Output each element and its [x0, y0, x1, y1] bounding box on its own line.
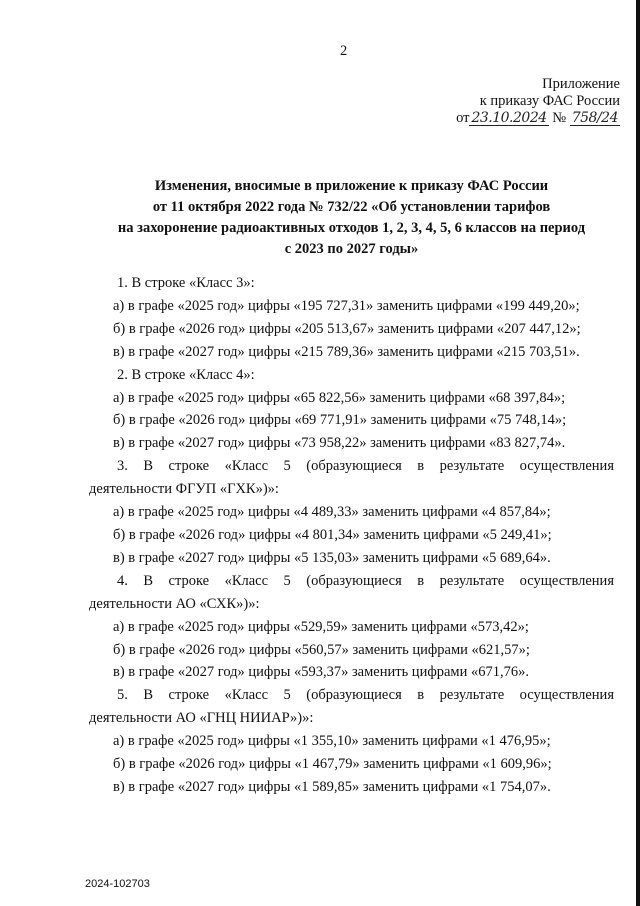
section-heading: 5. В строке «Класс 5 (образующиеся в результате осуществления	[117, 687, 614, 704]
annex-date-line	[420, 110, 620, 127]
amendment-item: а) в графе «2025 год» цифры «1 355,10» заменить цифрами «1 476,95»;	[113, 733, 551, 750]
section-heading: 2. В строке «Класс 4»:	[117, 366, 255, 383]
amendment-item: б) в графе «2026 год» цифры «4 801,34» заменить цифрами «5 249,41»;	[113, 526, 552, 543]
title-line: на захоронение радиоактивных отходов 1, 2, 3, 4, 5, 6 классов на период	[117, 220, 586, 236]
annex-order-ref: к приказу ФАС России	[479, 93, 620, 109]
title-line: с 2023 по 2027 годы»	[284, 241, 419, 257]
annex-label: Приложение	[542, 76, 620, 92]
section-heading: 3. В строке «Класс 5 (образующиеся в результате осуществления	[117, 458, 614, 475]
amendment-item: в) в графе «2027 год» цифры «73 958,22» заменить цифрами «83 827,74».	[113, 435, 566, 452]
document-title	[89, 176, 614, 260]
page-number: 2	[340, 43, 348, 59]
amendment-item: б) в графе «2026 год» цифры «560,57» заменить цифрами «621,57»;	[113, 641, 530, 658]
amendment-item: в) в графе «2027 год» цифры «215 789,36» заменить цифрами «215 703,51».	[113, 343, 580, 360]
section-organization: деятельности АО «ГНЦ НИИАР»)»:	[89, 710, 314, 727]
amendment-item: а) в графе «2025 год» цифры «195 727,31» заменить цифрами «199 449,20»;	[113, 297, 580, 314]
handwritten-date: 23.10.2024	[471, 110, 547, 126]
amendment-item: б) в графе «2026 год» цифры «69 771,91» заменить цифрами «75 748,14»;	[113, 412, 567, 429]
annex-header	[420, 76, 620, 127]
amendment-item: в) в графе «2027 год» цифры «593,37» заменить цифрами «671,76».	[113, 664, 529, 681]
footer-code: 2024-102703	[85, 878, 150, 890]
amendment-item: б) в графе «2026 год» цифры «1 467,79» заменить цифрами «1 609,96»;	[113, 756, 552, 773]
scan-border	[636, 0, 640, 906]
from-label: от	[456, 110, 470, 126]
amendment-item: в) в графе «2027 год» цифры «5 135,03» заменить цифрами «5 689,64».	[113, 549, 551, 566]
title-line: от 11 октября 2022 года № 732/22 «Об установлении тарифов	[152, 199, 551, 215]
amendment-item: в) в графе «2027 год» цифры «1 589,85» заменить цифрами «1 754,07».	[113, 778, 551, 795]
amendment-item: б) в графе «2026 год» цифры «205 513,67» заменить цифрами «207 447,12»;	[113, 320, 581, 337]
section-heading: 4. В строке «Класс 5 (образующиеся в результате осуществления	[117, 572, 614, 589]
amendment-item: а) в графе «2025 год» цифры «4 489,33» заменить цифрами «4 857,84»;	[113, 504, 551, 521]
handwritten-number: 758/24	[571, 110, 618, 126]
section-organization: деятельности АО «СХК»)»:	[89, 595, 260, 612]
section-heading: 1. В строке «Класс 3»:	[117, 275, 255, 291]
section-organization: деятельности ФГУП «ГХК»)»:	[89, 481, 279, 498]
amendment-item: а) в графе «2025 год» цифры «529,59» заменить цифрами «573,42»;	[113, 618, 529, 635]
amendment-item: а) в графе «2025 год» цифры «65 822,56» заменить цифрами «68 397,84»;	[113, 389, 566, 406]
document-body	[89, 272, 614, 799]
title-line: Изменения, вносимые в приложение к приказу ФАС России	[154, 178, 549, 194]
number-label: №	[552, 110, 567, 126]
